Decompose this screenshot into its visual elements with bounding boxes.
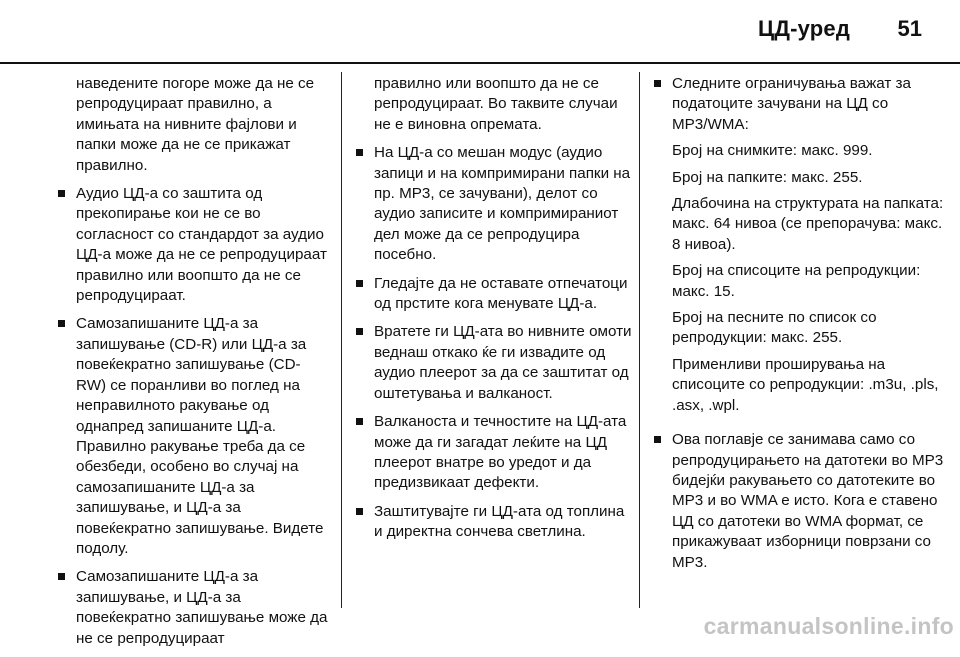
bullet-text: Самозапишаните ЦД-а за запишување (CD-R) или ЦД-а за повеќекратно запишување (CD-RW) се поранливи во поглед на неправилното ракување од однапред запишаните ЦД-а. Правилно ракување треба да се обезбеди, особено во случај на самозапишаните ЦД-а за запишување, и ЦД-а за повеќекратно запишување. Видете подолу.: [76, 315, 324, 557]
bullet-item: [654, 430, 944, 573]
bullet-text: Гледајте да не оставате отпечатоци од прстите кога менувате ЦД-а.: [374, 274, 628, 313]
bullet-text: На ЦД-а со мешан модус (аудио запици и на компримирани папки на пр. MP3, се зачувани), делот со аудио записите и компримираниот дел може да се репродуцира посебно.: [374, 144, 631, 264]
bullet-text: Следните ограничувања важат за податоците зачувани на ЦД со MP3/WMA:: [672, 75, 911, 133]
bullet-text: Заштитувајте ги ЦД-ата од топлина и директна сончева светлина.: [374, 502, 625, 541]
bullet-content: [672, 74, 944, 422]
square-bullet-icon: [58, 573, 65, 580]
square-bullet-icon: [356, 508, 363, 515]
square-bullet-icon: [58, 190, 65, 197]
continuation-paragraph: правилно или воопшто да не се репродуцираат. Во таквите случаи не е виновна опремата.: [374, 75, 618, 133]
watermark-text: carmanualsonline.info: [703, 613, 954, 639]
bullet-item: [58, 314, 330, 559]
bullet-item: [356, 412, 636, 494]
continuation-paragraph: наведените погоре може да не се репродуцираат правилно, а имињата на нивните фајлови и папки може да не се прикажат правилно.: [76, 75, 315, 174]
square-bullet-icon: [58, 320, 65, 327]
bullet-item: [356, 322, 636, 404]
text-column-3: [654, 74, 944, 581]
bullet-text: Самозапишаните ЦД-а за запишување, и ЦД-а за повеќекратно запишување може да не се репродуцираат: [76, 568, 328, 647]
square-bullet-icon: [654, 436, 661, 443]
bullet-item: [58, 184, 330, 306]
page-number: 51: [897, 16, 922, 41]
limit-item: Длабочина на структурата на папката: макс. 64 нивоа (се препорачува: макс. 8 нивоа).: [672, 195, 944, 253]
limit-item: Број на папките: макс. 255.: [672, 168, 863, 186]
text-column-1: [58, 74, 330, 657]
square-bullet-icon: [654, 80, 661, 87]
header-rule: [0, 62, 960, 64]
square-bullet-icon: [356, 418, 363, 425]
text-column-2: [356, 74, 636, 551]
limit-item: Број на снимките: макс. 999.: [672, 142, 873, 160]
bullet-item: [654, 74, 944, 422]
limit-item: Применливи проширувања на списоците со репродукции: .m3u, .pls, .asx, .wpl.: [672, 355, 939, 414]
limit-item: Број на песните по список со репродукции: макс. 255.: [672, 309, 877, 347]
limit-item: Број на списоците на репродукции: макс. 15.: [672, 262, 921, 300]
bullet-text: Валканоста и течностите на ЦД-ата може да ги загадат леќите на ЦД плеерот внатре во уредот и да предизвикаат дефекти.: [374, 413, 627, 492]
bullet-item: [356, 502, 636, 543]
section-title: ЦД-уред: [757, 16, 850, 41]
bullet-text: Ова поглавје се занимава само со репродуцирањето на датотеки во MP3 бидејќи ракувањето со датотеките во MP3 и во WMA е исто. Кога е ставено ЦД со датотеки во WMA формат, се прикажуваат изборници поврзани со MP3.: [672, 431, 944, 571]
bullet-item: [356, 143, 636, 265]
column-divider-1: [341, 72, 342, 608]
square-bullet-icon: [356, 328, 363, 335]
square-bullet-icon: [356, 149, 363, 156]
square-bullet-icon: [356, 280, 363, 287]
bullet-item: [58, 567, 330, 649]
bullet-item: [356, 274, 636, 315]
page-header: [0, 0, 960, 64]
bullet-text: Аудио ЦД-а со заштита од прекопирање кои не се во согласност со стандардот за аудио ЦД-а може да не се репродуцираат правилно или воопшто да не се репродуцираат.: [76, 185, 327, 305]
column-divider-2: [639, 72, 640, 608]
bullet-text: Вратете ги ЦД-ата во нивните омоти веднаш откако ќе ги извадите од аудио плеерот за да се заштитат од оштетувања и валканост.: [374, 323, 632, 402]
